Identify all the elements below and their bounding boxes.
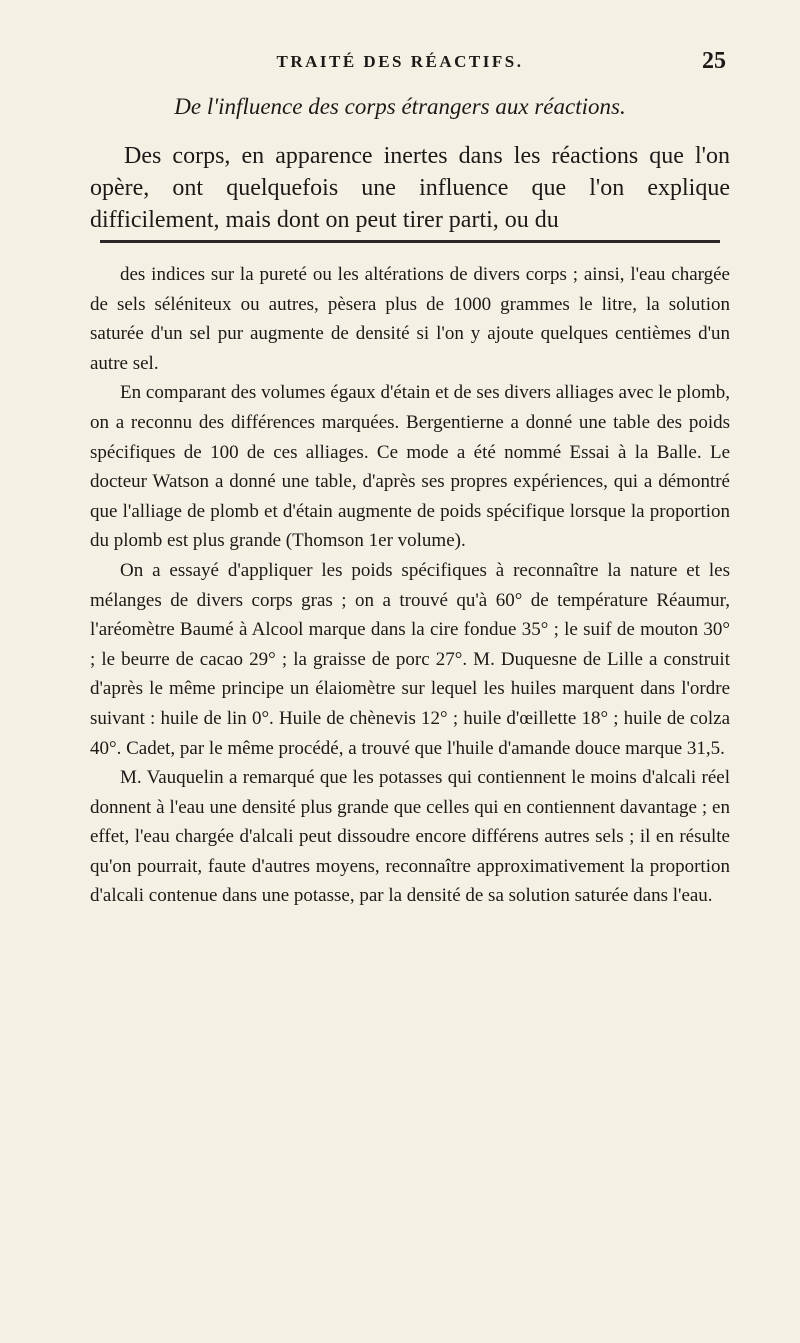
- paragraph-3: On a essayé d'appliquer les poids spécifiques à reconnaître la nature et les mélanges de divers corps gras ; on a trouvé qu'à 60° de température Réaumur, l'aréomètre Baumé à Alcool marque dans la cire fondue 35° ; le suif de mouton 30° ; le beurre de cacao 29° ; la graisse de porc 27°. M. Duquesne de Lille a construit d'après le même principe un élaiomètre sur lequel les huiles marquent dans l'ordre suivant : huile de lin 0°. Huile de chènevis 12° ; huile d'œillette 18° ; huile de colza 40°. Cadet, par le même procédé, a trouvé que l'huile d'amande douce marque 31,5.: [90, 559, 730, 759]
- page-number: 25: [702, 48, 726, 74]
- running-head: [0, 44, 800, 80]
- horizontal-rule: [100, 240, 720, 243]
- paragraph-2: En comparant des volumes égaux d'étain et de ses divers alliages avec le plomb, on a reconnu des différences marquées. Bergentierne a donné une table des poids spécifiques de 100 de ces alliages. Ce mode a été nommé Essai à la Balle. Le docteur Watson a donné une table, d'après ses propres expériences, qui a démontré que l'alliage de plomb et d'étain augmente de poids spécifique lorsque la proportion du plomb est plus grande (Thomson 1er volume).: [90, 382, 730, 552]
- running-title: TRAITÉ DES RÉACTIFS.: [276, 52, 524, 71]
- intro-block: [90, 140, 730, 236]
- paragraph-1: des indices sur la pureté ou les altérations de divers corps ; ainsi, l'eau chargée de sels séléniteux ou autres, pèsera plus de 1000 grammes le litre, la solution saturée d'un sel pur augmente de densité si l'on y ajoute quelques centièmes d'un autre sel.: [90, 264, 730, 374]
- body-text: [90, 260, 730, 911]
- section-title: De l'influence des corps étrangers aux réactions.: [174, 94, 626, 119]
- paragraph-4: M. Vauquelin a remarqué que les potasses qui contiennent le moins d'alcali réel donnent à l'eau une densité plus grande que celles qui en contiennent davantage ; en effet, l'eau chargée d'alcali peut dissoudre encore différens autres sels ; il en résulte qu'on pourrait, faute d'autres moyens, reconnaître approximativement la proportion d'alcali contenue dans une potasse, par la densité de sa solution saturée dans l'eau.: [90, 767, 730, 907]
- intro-paragraph: Des corps, en apparence inertes dans les réactions que l'on opère, ont quelquefois une influence que l'on explique difficilement, mais dont on peut tirer parti, ou du: [90, 143, 730, 233]
